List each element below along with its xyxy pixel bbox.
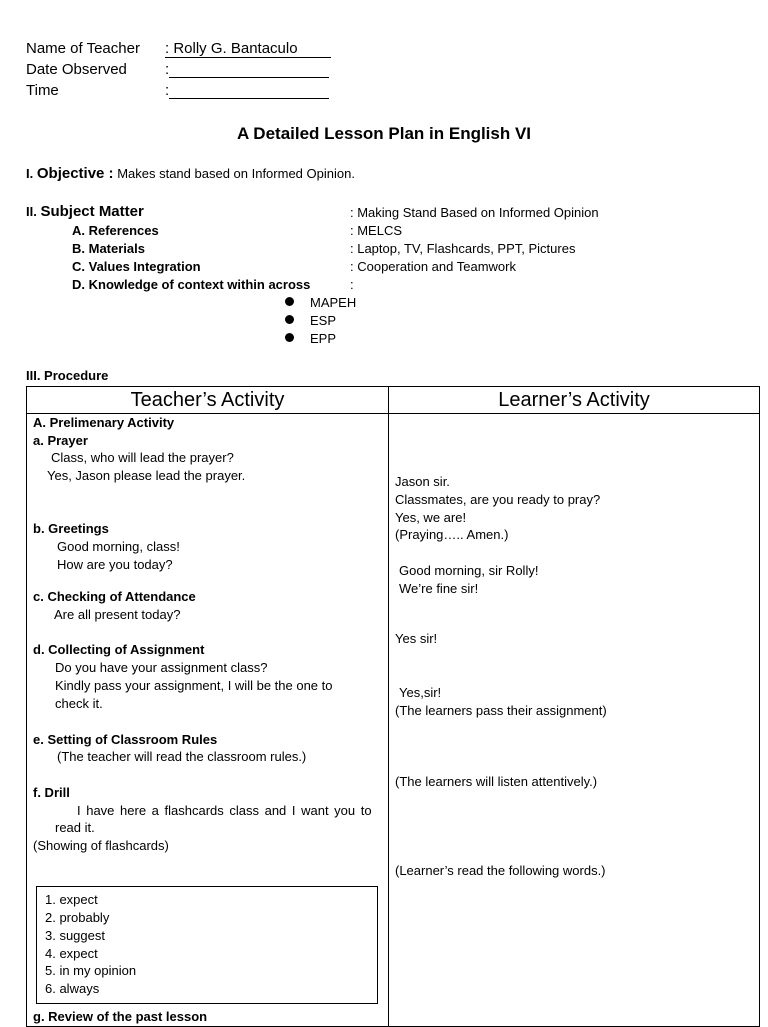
bullet-icon xyxy=(285,297,294,306)
teacher-line: (Showing of flashcards) xyxy=(33,838,169,853)
teacher-line: check it. xyxy=(55,696,103,711)
materials-label: B. Materials xyxy=(72,241,145,256)
learner-activity-header: Learner’s Activity xyxy=(389,387,760,414)
objective-number: I. xyxy=(26,166,34,181)
teacher-line: (The teacher will read the classroom rules.) xyxy=(57,749,307,764)
values-integration-value: : Cooperation and Teamwork xyxy=(350,259,516,274)
knowledge-context-label: D. Knowledge of context within across xyxy=(72,277,311,292)
learner-line: (Praying….. Amen.) xyxy=(395,527,509,542)
subject-matter-number: II. xyxy=(26,204,37,219)
learner-line: We’re fine sir! xyxy=(399,581,479,596)
materials-value: : Laptop, TV, Flashcards, PPT, Pictures xyxy=(350,241,576,256)
references-value: : MELCS xyxy=(350,223,403,238)
date-observed-value: : xyxy=(165,61,329,78)
objective-label: Objective : xyxy=(36,165,114,182)
attendance-heading: c. Checking of Attendance xyxy=(33,589,196,604)
teacher-line: Are all present today? xyxy=(54,607,181,622)
subject-matter-heading xyxy=(26,203,144,220)
subject-matter-value: : Making Stand Based on Informed Opinion xyxy=(350,205,599,220)
teacher-line: Kindly pass your assignment, I will be the one to xyxy=(55,678,333,693)
time-label: Time xyxy=(26,82,59,99)
teacher-line: read it. xyxy=(55,820,95,835)
prayer-heading: a. Prayer xyxy=(33,433,88,448)
bullet-icon xyxy=(285,333,294,342)
teacher-name-label: Name of Teacher xyxy=(26,40,140,57)
teacher-activity-cell xyxy=(27,414,389,1027)
preliminary-activity-heading: A. Prelimenary Activity xyxy=(33,415,175,430)
flashcard-item: 6. always xyxy=(45,981,100,996)
flashcard-item: 1. expect xyxy=(45,892,98,907)
knowledge-context-value: : xyxy=(350,277,354,292)
bullet-item-esp: ESP xyxy=(310,313,337,328)
drill-heading: f. Drill xyxy=(33,785,70,800)
references-label: A. References xyxy=(72,223,159,238)
procedure-heading: III. Procedure xyxy=(26,368,109,383)
flashcard-item: 3. suggest xyxy=(45,928,105,943)
learner-line: Yes, we are! xyxy=(395,510,467,525)
teacher-line: Yes, Jason please lead the prayer. xyxy=(47,468,246,483)
assignment-heading: d. Collecting of Assignment xyxy=(33,642,205,657)
learner-line: Jason sir. xyxy=(395,474,450,489)
bullet-item-mapeh: MAPEH xyxy=(310,295,357,310)
teacher-line: How are you today? xyxy=(57,557,173,572)
time-value: : xyxy=(165,82,329,99)
learner-line: (The learners pass their assignment) xyxy=(395,703,607,718)
flashcards-box xyxy=(36,886,378,1004)
values-integration-label: C. Values Integration xyxy=(72,259,201,274)
teacher-name-value: : Rolly G. Bantaculo xyxy=(165,40,331,58)
objective-row xyxy=(26,165,355,182)
teacher-line: Do you have your assignment class? xyxy=(55,660,268,675)
learner-line: Classmates, are you ready to pray? xyxy=(395,492,601,507)
bullet-item-epp: EPP xyxy=(310,331,337,346)
date-observed-label: Date Observed xyxy=(26,61,127,78)
classroom-rules-heading: e. Setting of Classroom Rules xyxy=(33,732,218,747)
flashcard-item: 2. probably xyxy=(45,910,110,925)
flashcard-item: 5. in my opinion xyxy=(45,963,137,978)
review-heading: g. Review of the past lesson xyxy=(33,1009,208,1024)
learner-line: Good morning, sir Rolly! xyxy=(399,563,539,578)
learner-line: (Learner’s read the following words.) xyxy=(395,863,606,878)
greetings-heading: b. Greetings xyxy=(33,521,109,536)
subject-matter-label: Subject Matter xyxy=(40,203,144,220)
teacher-line: Class, who will lead the prayer? xyxy=(51,450,234,465)
teacher-line: Good morning, class! xyxy=(57,539,180,554)
teacher-line: I have here a flashcards class and I want you to xyxy=(77,803,372,818)
learner-activity-cell xyxy=(389,414,760,1027)
objective-text: Makes stand based on Informed Opinion. xyxy=(117,166,355,181)
learner-line: Yes sir! xyxy=(395,631,438,646)
teacher-activity-header: Teacher’s Activity xyxy=(27,387,389,414)
learner-line: (The learners will listen attentively.) xyxy=(395,774,598,789)
bullet-icon xyxy=(285,315,294,324)
procedure-table xyxy=(26,386,760,1027)
flashcard-item: 4. expect xyxy=(45,946,98,961)
learner-line: Yes,sir! xyxy=(399,685,442,700)
page-title: A Detailed Lesson Plan in English VI xyxy=(236,124,532,143)
